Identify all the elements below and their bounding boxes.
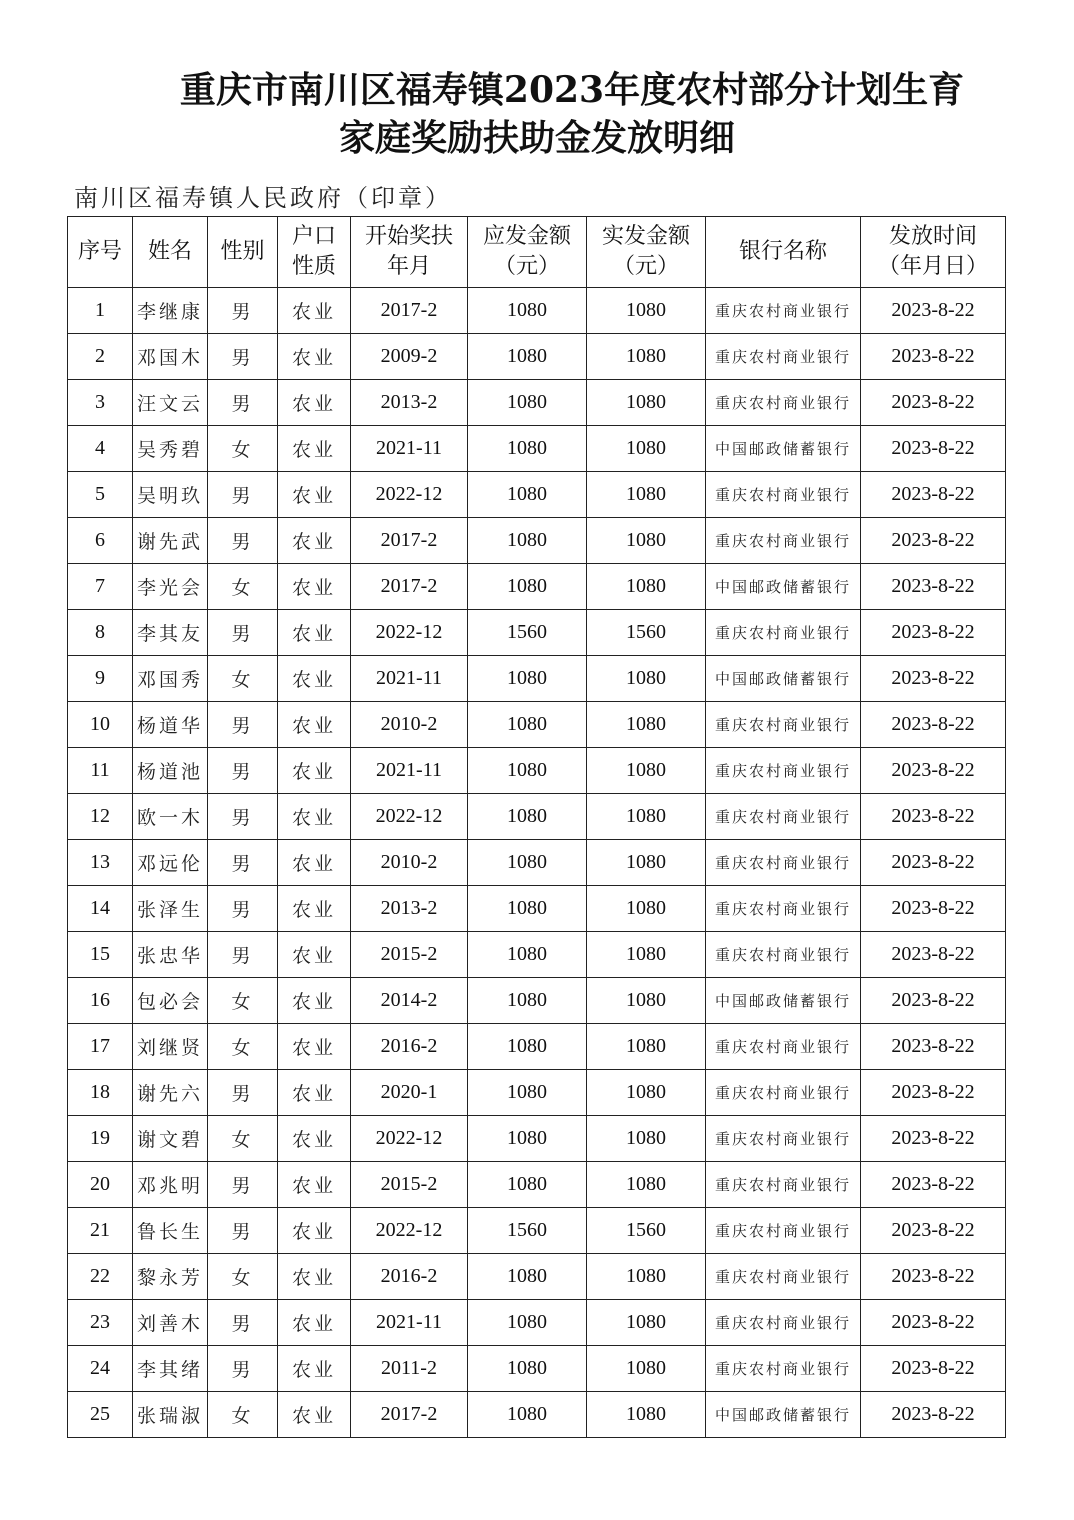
seq-cell: 19 <box>68 1116 133 1162</box>
start-date-cell: 2021-11 <box>351 426 468 472</box>
name-cell: 杨道池 <box>133 748 208 794</box>
seq-cell: 24 <box>68 1346 133 1392</box>
gender-cell: 男 <box>208 1070 278 1116</box>
pay-date-cell: 2023-8-22 <box>861 794 1006 840</box>
pay-date-cell: 2023-8-22 <box>861 656 1006 702</box>
seq-cell: 5 <box>68 472 133 518</box>
header-start <box>351 217 468 288</box>
table-row <box>68 1254 1006 1300</box>
table-row <box>68 702 1006 748</box>
start-date-cell: 2015-2 <box>351 1162 468 1208</box>
table-row <box>68 1392 1006 1438</box>
bank-name-cell: 重庆农村商业银行 <box>706 288 861 334</box>
due-amount-cell: 1080 <box>468 978 587 1024</box>
pay-date-cell: 2023-8-22 <box>861 702 1006 748</box>
seq-cell: 7 <box>68 564 133 610</box>
document-title-line2: 家庭奖励扶助金发放明细 <box>338 117 735 159</box>
pay-date-cell: 2023-8-22 <box>861 1392 1006 1438</box>
seq-cell: 21 <box>68 1208 133 1254</box>
hukou-cell: 农业 <box>278 288 351 334</box>
due-amount-cell: 1080 <box>468 334 587 380</box>
name-cell: 谢先六 <box>133 1070 208 1116</box>
name-cell: 邓远伦 <box>133 840 208 886</box>
gender-cell: 女 <box>208 564 278 610</box>
seq-cell: 18 <box>68 1070 133 1116</box>
seq-cell: 10 <box>68 702 133 748</box>
paid-amount-cell: 1080 <box>587 1300 706 1346</box>
name-cell: 吴秀碧 <box>133 426 208 472</box>
issuer-label: 南川区福寿镇人民政府（印章） <box>74 184 452 212</box>
due-amount-cell: 1080 <box>468 932 587 978</box>
table-row <box>68 380 1006 426</box>
pay-date-cell: 2023-8-22 <box>861 334 1006 380</box>
gender-cell: 男 <box>208 288 278 334</box>
gender-cell: 男 <box>208 886 278 932</box>
hukou-cell: 农业 <box>278 1116 351 1162</box>
gender-cell: 男 <box>208 840 278 886</box>
bank-name-cell: 重庆农村商业银行 <box>706 1116 861 1162</box>
header-name <box>133 217 208 288</box>
due-amount-cell: 1080 <box>468 1162 587 1208</box>
due-amount-cell: 1080 <box>468 886 587 932</box>
hukou-cell: 农业 <box>278 794 351 840</box>
seq-cell: 23 <box>68 1300 133 1346</box>
name-cell: 张忠华 <box>133 932 208 978</box>
seq-cell: 15 <box>68 932 133 978</box>
table-row <box>68 288 1006 334</box>
hukou-cell: 农业 <box>278 380 351 426</box>
pay-date-cell: 2023-8-22 <box>861 840 1006 886</box>
pay-date-cell: 2023-8-22 <box>861 932 1006 978</box>
due-amount-cell: 1080 <box>468 1300 587 1346</box>
bank-name-cell: 重庆农村商业银行 <box>706 794 861 840</box>
due-amount-cell: 1080 <box>468 1346 587 1392</box>
bank-name-cell: 重庆农村商业银行 <box>706 610 861 656</box>
gender-cell: 男 <box>208 748 278 794</box>
pay-date-cell: 2023-8-22 <box>861 1070 1006 1116</box>
paid-amount-cell: 1560 <box>587 610 706 656</box>
name-cell: 邓国木 <box>133 334 208 380</box>
seq-cell: 12 <box>68 794 133 840</box>
name-cell: 邓国秀 <box>133 656 208 702</box>
seq-cell: 4 <box>68 426 133 472</box>
due-amount-cell: 1080 <box>468 1024 587 1070</box>
hukou-cell: 农业 <box>278 610 351 656</box>
hukou-cell: 农业 <box>278 564 351 610</box>
bank-name-cell: 重庆农村商业银行 <box>706 1346 861 1392</box>
bank-name-cell: 中国邮政储蓄银行 <box>706 564 861 610</box>
hukou-cell: 农业 <box>278 656 351 702</box>
pay-date-cell: 2023-8-22 <box>861 380 1006 426</box>
paid-amount-cell: 1080 <box>587 564 706 610</box>
name-cell: 欧一木 <box>133 794 208 840</box>
gender-cell: 女 <box>208 1024 278 1070</box>
seq-cell: 3 <box>68 380 133 426</box>
paid-amount-cell: 1080 <box>587 334 706 380</box>
pay-date-cell: 2023-8-22 <box>861 564 1006 610</box>
start-date-cell: 2022-12 <box>351 1116 468 1162</box>
seq-cell: 16 <box>68 978 133 1024</box>
start-date-cell: 2016-2 <box>351 1024 468 1070</box>
name-cell: 谢先武 <box>133 518 208 564</box>
due-amount-cell: 1080 <box>468 380 587 426</box>
paid-amount-cell: 1560 <box>587 1208 706 1254</box>
name-cell: 鲁长生 <box>133 1208 208 1254</box>
hukou-cell: 农业 <box>278 932 351 978</box>
bank-name-cell: 重庆农村商业银行 <box>706 840 861 886</box>
pay-date-cell: 2023-8-22 <box>861 610 1006 656</box>
name-cell: 李其友 <box>133 610 208 656</box>
table-body <box>68 288 1006 1438</box>
table-row <box>68 1162 1006 1208</box>
paid-amount-cell: 1080 <box>587 426 706 472</box>
name-cell: 黎永芳 <box>133 1254 208 1300</box>
document-title-line1: 重庆市南川区福寿镇2023年度农村部分计划生育 <box>179 69 965 111</box>
table-row <box>68 426 1006 472</box>
name-cell: 李光会 <box>133 564 208 610</box>
pay-date-cell: 2023-8-22 <box>861 1116 1006 1162</box>
bank-name-cell: 重庆农村商业银行 <box>706 932 861 978</box>
gender-cell: 男 <box>208 794 278 840</box>
hukou-cell: 农业 <box>278 702 351 748</box>
pay-date-cell: 2023-8-22 <box>861 472 1006 518</box>
bank-name-cell: 重庆农村商业银行 <box>706 380 861 426</box>
due-amount-cell: 1080 <box>468 656 587 702</box>
header-label: 银行名称 <box>738 239 827 264</box>
paid-amount-cell: 1080 <box>587 1070 706 1116</box>
bank-name-cell: 中国邮政储蓄银行 <box>706 656 861 702</box>
name-cell: 张瑞淑 <box>133 1392 208 1438</box>
header-bank <box>706 217 861 288</box>
header-label-line2: 性质 <box>291 254 336 279</box>
bank-name-cell: 重庆农村商业银行 <box>706 886 861 932</box>
header-paid <box>587 217 706 288</box>
hukou-cell: 农业 <box>278 1254 351 1300</box>
name-cell: 李继康 <box>133 288 208 334</box>
bank-name-cell: 重庆农村商业银行 <box>706 1024 861 1070</box>
pay-date-cell: 2023-8-22 <box>861 1024 1006 1070</box>
start-date-cell: 2020-1 <box>351 1070 468 1116</box>
due-amount-cell: 1080 <box>468 1254 587 1300</box>
bank-name-cell: 重庆农村商业银行 <box>706 472 861 518</box>
paid-amount-cell: 1080 <box>587 518 706 564</box>
table-header-row <box>68 217 1006 288</box>
paid-amount-cell: 1080 <box>587 748 706 794</box>
table-row <box>68 564 1006 610</box>
header-label: 应发金额 <box>482 224 571 249</box>
gender-cell: 女 <box>208 978 278 1024</box>
gender-cell: 女 <box>208 426 278 472</box>
gender-cell: 男 <box>208 518 278 564</box>
pay-date-cell: 2023-8-22 <box>861 978 1006 1024</box>
table-row <box>68 472 1006 518</box>
name-cell: 刘善木 <box>133 1300 208 1346</box>
start-date-cell: 2021-11 <box>351 748 468 794</box>
due-amount-cell: 1080 <box>468 702 587 748</box>
table-row <box>68 334 1006 380</box>
table-row <box>68 1116 1006 1162</box>
start-date-cell: 2010-2 <box>351 840 468 886</box>
header-date <box>861 217 1006 288</box>
pay-date-cell: 2023-8-22 <box>861 518 1006 564</box>
header-label: 性别 <box>220 239 265 264</box>
paid-amount-cell: 1080 <box>587 1024 706 1070</box>
table-row <box>68 1346 1006 1392</box>
paid-amount-cell: 1080 <box>587 380 706 426</box>
due-amount-cell: 1080 <box>468 1392 587 1438</box>
bank-name-cell: 中国邮政储蓄银行 <box>706 426 861 472</box>
paid-amount-cell: 1080 <box>587 1392 706 1438</box>
header-label: 户口 <box>291 224 336 249</box>
bank-name-cell: 重庆农村商业银行 <box>706 334 861 380</box>
pay-date-cell: 2023-8-22 <box>861 1208 1006 1254</box>
paid-amount-cell: 1080 <box>587 288 706 334</box>
header-label-line2: （元） <box>612 254 679 279</box>
paid-amount-cell: 1080 <box>587 1346 706 1392</box>
pay-date-cell: 2023-8-22 <box>861 748 1006 794</box>
due-amount-cell: 1080 <box>468 794 587 840</box>
table-row <box>68 518 1006 564</box>
bank-name-cell: 重庆农村商业银行 <box>706 1208 861 1254</box>
name-cell: 张泽生 <box>133 886 208 932</box>
hukou-cell: 农业 <box>278 1208 351 1254</box>
paid-amount-cell: 1080 <box>587 702 706 748</box>
seq-cell: 8 <box>68 610 133 656</box>
gender-cell: 女 <box>208 1392 278 1438</box>
bank-name-cell: 中国邮政储蓄银行 <box>706 1392 861 1438</box>
paid-amount-cell: 1080 <box>587 656 706 702</box>
header-label: 开始奖扶 <box>364 224 453 249</box>
table-row <box>68 794 1006 840</box>
start-date-cell: 2011-2 <box>351 1346 468 1392</box>
header-hukou <box>278 217 351 288</box>
bank-name-cell: 重庆农村商业银行 <box>706 1254 861 1300</box>
bank-name-cell: 重庆农村商业银行 <box>706 1300 861 1346</box>
hukou-cell: 农业 <box>278 518 351 564</box>
pay-date-cell: 2023-8-22 <box>861 288 1006 334</box>
hukou-cell: 农业 <box>278 1070 351 1116</box>
header-label-line2: 年月 <box>386 254 431 279</box>
table-row <box>68 1208 1006 1254</box>
start-date-cell: 2021-11 <box>351 1300 468 1346</box>
paid-amount-cell: 1080 <box>587 978 706 1024</box>
gender-cell: 男 <box>208 702 278 748</box>
start-date-cell: 2013-2 <box>351 886 468 932</box>
gender-cell: 男 <box>208 1346 278 1392</box>
paid-amount-cell: 1080 <box>587 1254 706 1300</box>
start-date-cell: 2010-2 <box>351 702 468 748</box>
hukou-cell: 农业 <box>278 472 351 518</box>
header-gender <box>208 217 278 288</box>
hukou-cell: 农业 <box>278 334 351 380</box>
seq-cell: 20 <box>68 1162 133 1208</box>
paid-amount-cell: 1080 <box>587 886 706 932</box>
hukou-cell: 农业 <box>278 1300 351 1346</box>
header-label-line2: （年月日） <box>877 254 988 279</box>
paid-amount-cell: 1080 <box>587 794 706 840</box>
seq-cell: 11 <box>68 748 133 794</box>
seq-cell: 13 <box>68 840 133 886</box>
start-date-cell: 2022-12 <box>351 610 468 656</box>
due-amount-cell: 1080 <box>468 518 587 564</box>
pay-date-cell: 2023-8-22 <box>861 1346 1006 1392</box>
bank-name-cell: 重庆农村商业银行 <box>706 748 861 794</box>
hukou-cell: 农业 <box>278 840 351 886</box>
due-amount-cell: 1080 <box>468 840 587 886</box>
name-cell: 杨道华 <box>133 702 208 748</box>
bank-name-cell: 重庆农村商业银行 <box>706 702 861 748</box>
due-amount-cell: 1080 <box>468 1070 587 1116</box>
name-cell: 吴明玖 <box>133 472 208 518</box>
table-row <box>68 886 1006 932</box>
paid-amount-cell: 1080 <box>587 1162 706 1208</box>
due-amount-cell: 1560 <box>468 1208 587 1254</box>
due-amount-cell: 1560 <box>468 610 587 656</box>
gender-cell: 男 <box>208 380 278 426</box>
start-date-cell: 2013-2 <box>351 380 468 426</box>
gender-cell: 男 <box>208 472 278 518</box>
hukou-cell: 农业 <box>278 1392 351 1438</box>
start-date-cell: 2017-2 <box>351 288 468 334</box>
seq-cell: 22 <box>68 1254 133 1300</box>
header-due <box>468 217 587 288</box>
pay-date-cell: 2023-8-22 <box>861 1300 1006 1346</box>
hukou-cell: 农业 <box>278 748 351 794</box>
table-row <box>68 978 1006 1024</box>
pay-date-cell: 2023-8-22 <box>861 1254 1006 1300</box>
start-date-cell: 2022-12 <box>351 794 468 840</box>
due-amount-cell: 1080 <box>468 288 587 334</box>
name-cell: 刘继贤 <box>133 1024 208 1070</box>
start-date-cell: 2016-2 <box>351 1254 468 1300</box>
start-date-cell: 2017-2 <box>351 1392 468 1438</box>
name-cell: 李其绪 <box>133 1346 208 1392</box>
seq-cell: 14 <box>68 886 133 932</box>
hukou-cell: 农业 <box>278 978 351 1024</box>
header-label: 发放时间 <box>888 224 977 249</box>
hukou-cell: 农业 <box>278 1162 351 1208</box>
name-cell: 汪文云 <box>133 380 208 426</box>
pay-date-cell: 2023-8-22 <box>861 1162 1006 1208</box>
due-amount-cell: 1080 <box>468 748 587 794</box>
hukou-cell: 农业 <box>278 886 351 932</box>
due-amount-cell: 1080 <box>468 426 587 472</box>
name-cell: 邓兆明 <box>133 1162 208 1208</box>
table-row <box>68 932 1006 978</box>
header-label-line2: （元） <box>493 254 560 279</box>
bank-name-cell: 重庆农村商业银行 <box>706 1070 861 1116</box>
table-row <box>68 1300 1006 1346</box>
start-date-cell: 2017-2 <box>351 518 468 564</box>
paid-amount-cell: 1080 <box>587 1116 706 1162</box>
gender-cell: 男 <box>208 1208 278 1254</box>
seq-cell: 6 <box>68 518 133 564</box>
due-amount-cell: 1080 <box>468 1116 587 1162</box>
gender-cell: 男 <box>208 1300 278 1346</box>
table-row <box>68 748 1006 794</box>
payment-table <box>67 216 1006 1438</box>
table-row <box>68 840 1006 886</box>
start-date-cell: 2017-2 <box>351 564 468 610</box>
hukou-cell: 农业 <box>278 1024 351 1070</box>
bank-name-cell: 重庆农村商业银行 <box>706 1162 861 1208</box>
start-date-cell: 2022-12 <box>351 1208 468 1254</box>
seq-cell: 25 <box>68 1392 133 1438</box>
pay-date-cell: 2023-8-22 <box>861 886 1006 932</box>
header-label: 序号 <box>77 239 122 264</box>
seq-cell: 2 <box>68 334 133 380</box>
gender-cell: 女 <box>208 656 278 702</box>
header-label: 实发金额 <box>601 224 690 249</box>
start-date-cell: 2009-2 <box>351 334 468 380</box>
table-row <box>68 1070 1006 1116</box>
gender-cell: 女 <box>208 1116 278 1162</box>
hukou-cell: 农业 <box>278 426 351 472</box>
header-label: 姓名 <box>147 239 192 264</box>
seq-cell: 1 <box>68 288 133 334</box>
start-date-cell: 2022-12 <box>351 472 468 518</box>
bank-name-cell: 中国邮政储蓄银行 <box>706 978 861 1024</box>
paid-amount-cell: 1080 <box>587 932 706 978</box>
seq-cell: 17 <box>68 1024 133 1070</box>
start-date-cell: 2014-2 <box>351 978 468 1024</box>
due-amount-cell: 1080 <box>468 564 587 610</box>
gender-cell: 男 <box>208 610 278 656</box>
name-cell: 谢文碧 <box>133 1116 208 1162</box>
bank-name-cell: 重庆农村商业银行 <box>706 518 861 564</box>
table-row <box>68 1024 1006 1070</box>
header-seq <box>68 217 133 288</box>
start-date-cell: 2021-11 <box>351 656 468 702</box>
hukou-cell: 农业 <box>278 1346 351 1392</box>
gender-cell: 男 <box>208 932 278 978</box>
start-date-cell: 2015-2 <box>351 932 468 978</box>
pay-date-cell: 2023-8-22 <box>861 426 1006 472</box>
name-cell: 包必会 <box>133 978 208 1024</box>
paid-amount-cell: 1080 <box>587 840 706 886</box>
gender-cell: 女 <box>208 1254 278 1300</box>
table-row <box>68 610 1006 656</box>
table-row <box>68 656 1006 702</box>
paid-amount-cell: 1080 <box>587 472 706 518</box>
due-amount-cell: 1080 <box>468 472 587 518</box>
gender-cell: 男 <box>208 1162 278 1208</box>
gender-cell: 男 <box>208 334 278 380</box>
seq-cell: 9 <box>68 656 133 702</box>
